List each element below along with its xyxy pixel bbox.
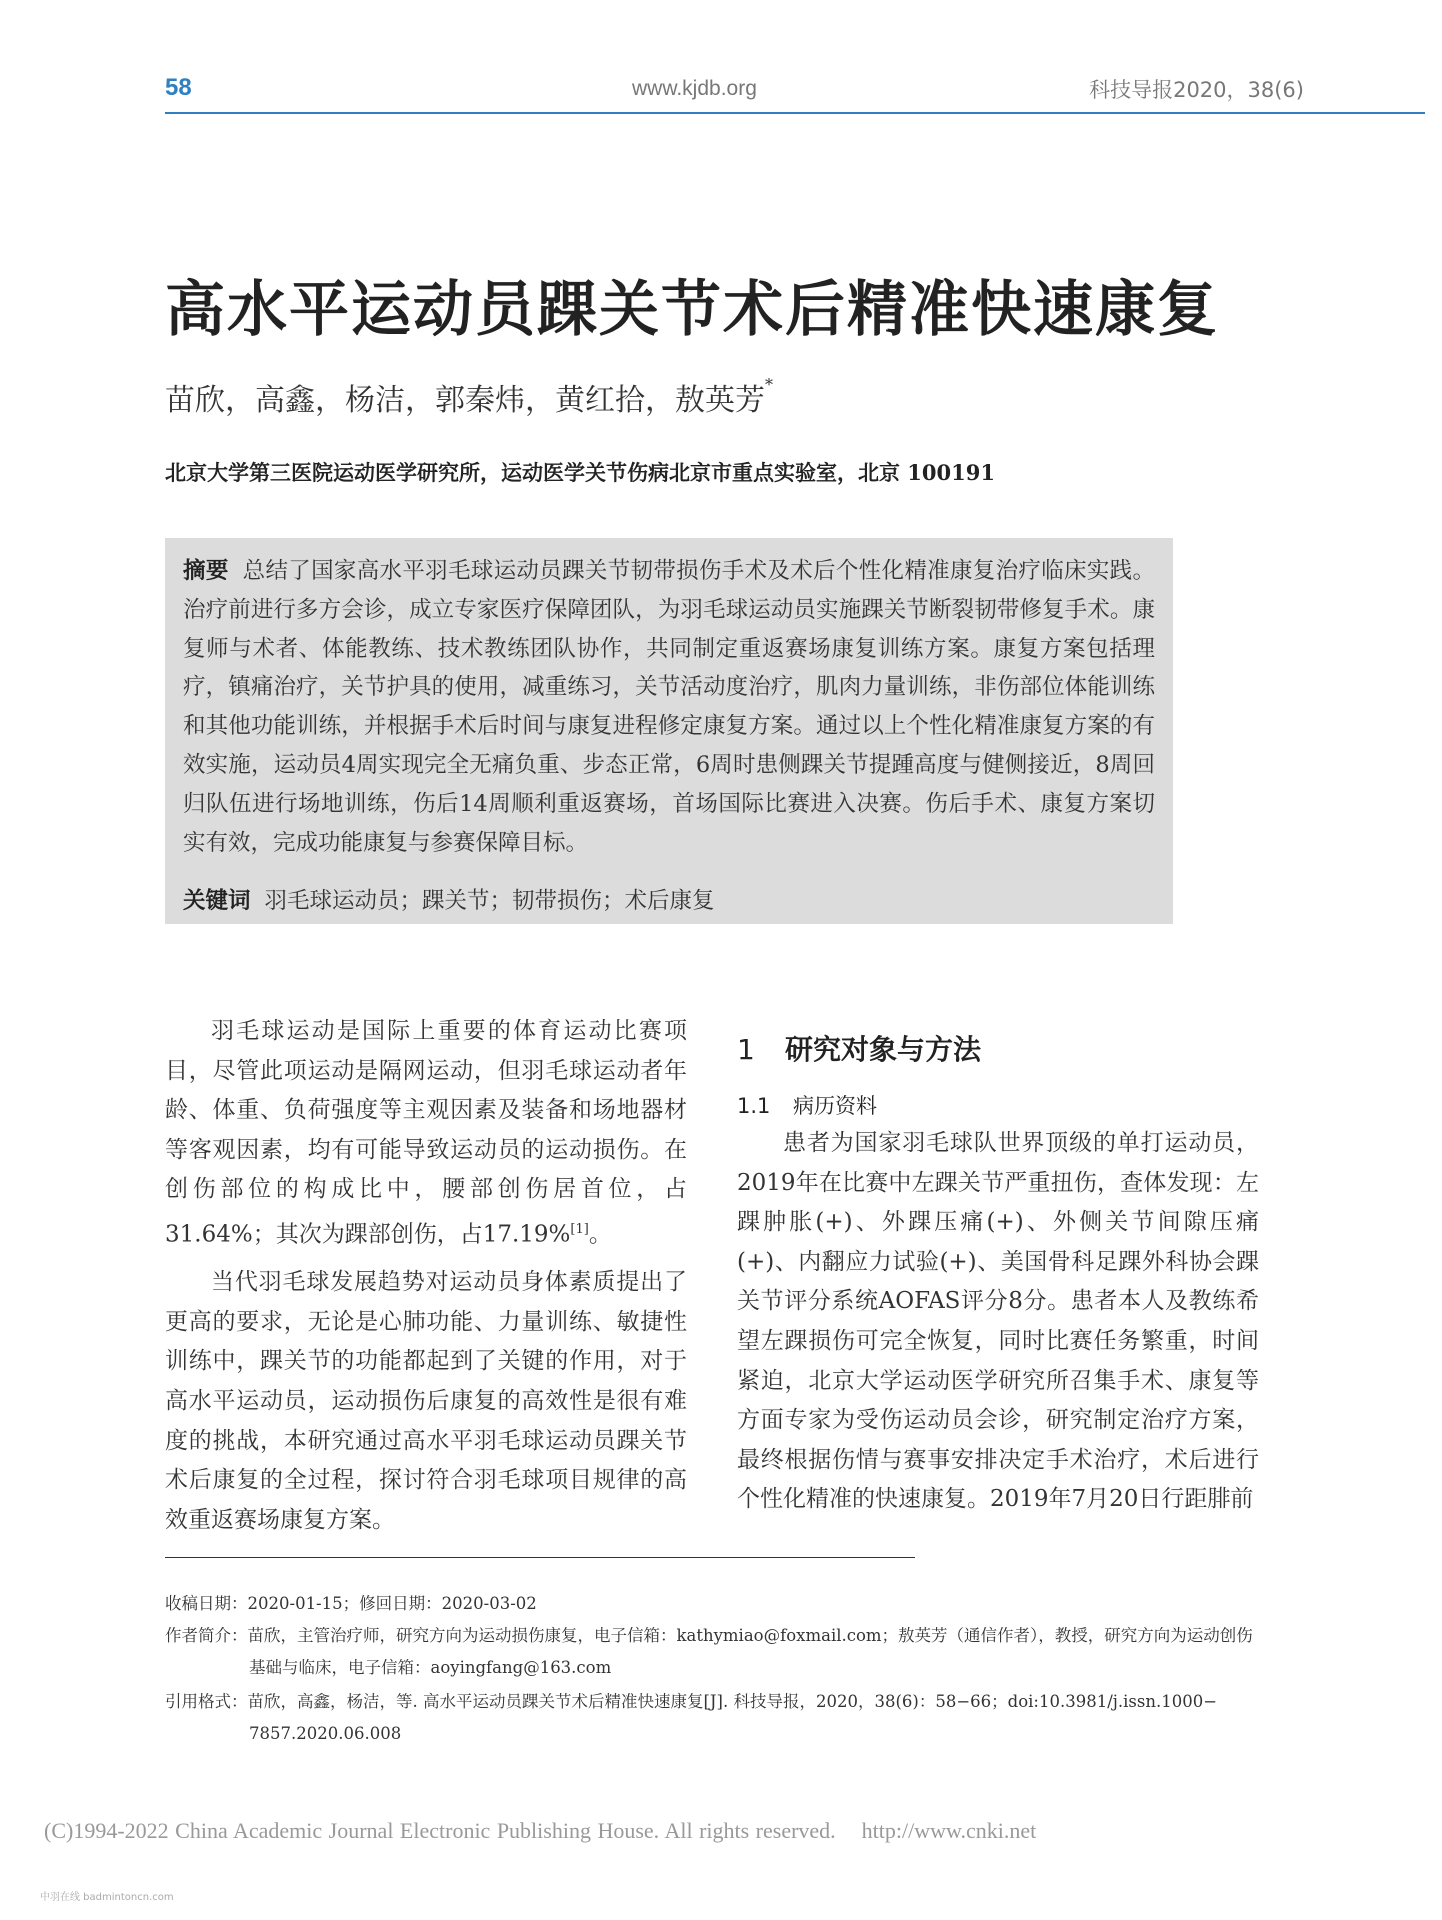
footnote-received: 收稿日期：2020-01-15；修回日期：2020-03-02 bbox=[165, 1594, 537, 1613]
footnote-rule bbox=[165, 1557, 915, 1558]
footnote-citation-line2: 7857.2020.06.008 bbox=[249, 1724, 402, 1743]
intro-paragraph-1 bbox=[165, 1012, 687, 1255]
reference-mark: [1] bbox=[570, 1221, 589, 1237]
intro-paragraph-1-end: 。 bbox=[588, 1221, 612, 1248]
author-list bbox=[165, 375, 773, 419]
footnote-author-intro-line2: 基础与临床，电子信箱：aoyingfang@163.com bbox=[249, 1658, 612, 1677]
subsection-number: 1.1 bbox=[737, 1094, 771, 1118]
body-right-column bbox=[737, 1124, 1259, 1520]
journal-issue: 科技导报2020，38(6) bbox=[1089, 78, 1304, 102]
body-left-column bbox=[165, 1012, 687, 1540]
corresponding-mark: * bbox=[765, 375, 773, 394]
copyright-notice: (C)1994-2022 China Academic Journal Electronic Publishing House. All rights reserved. http://www.cnki.net bbox=[44, 1818, 1037, 1843]
case-paragraph: 患者为国家羽毛球队世界顶级的单打运动员，2019年在比赛中左踝关节严重扭伤，查体发现：左踝肿胀(+)、外踝压痛(+)、外侧关节间隙压痛(+)、内翻应力试验(+)、美国骨科足踝外科协会踝关节评分系统AOFAS评分8分。患者本人及教练希望左踝损伤可完全恢复，同时比赛任务繁重，时间紧迫，北京大学运动医学研究所召集手术、康复等方面专家为受伤运动员会诊，研究制定治疗方案，最终根据伤情与赛事安排决定手术治疗，术后进行个性化精准的快速康复。2019年7月20日行距腓前 bbox=[737, 1130, 1259, 1513]
abstract-box bbox=[165, 538, 1173, 924]
intro-paragraph-1-text: 羽毛球运动是国际上重要的体育运动比赛项目，尽管此项运动是隔网运动，但羽毛球运动者年龄、体重、负荷强度等主观因素及装备和场地器材等客观因素，均有可能导致运动员的运动损伤。在创伤部位的构成比中，腰部创伤居首位，占31.64%；其次为踝部创伤，占17.19% bbox=[165, 1018, 687, 1248]
footnote-author-intro-line1: 作者简介：苗欣，主管治疗师，研究方向为运动损伤康复，电子信箱：kathymiao@foxmail.com；敖英芳（通信作者），教授，研究方向为运动创伤 bbox=[165, 1626, 1253, 1645]
page-number: 58 bbox=[165, 74, 192, 101]
header-rule bbox=[165, 112, 1425, 114]
footnote-citation bbox=[165, 1686, 1275, 1750]
keywords-label: 关键词 bbox=[183, 888, 251, 914]
intro-paragraph-2: 当代羽毛球发展趋势对运动员身体素质提出了更高的要求，无论是心肺功能、力量训练、敏捷性训练中，踝关节的功能都起到了关键的作用，对于高水平运动员，运动损伤后康复的高效性是很有难度的挑战，本研究通过高水平羽毛球运动员踝关节术后康复的全过程，探讨符合羽毛球项目规律的高效重返赛场康复方案。 bbox=[165, 1269, 687, 1533]
abstract-paragraph bbox=[183, 552, 1155, 862]
keywords-line bbox=[183, 882, 715, 920]
abstract-text: 总结了国家高水平羽毛球运动员踝关节韧带损伤手术及术后个性化精准康复治疗临床实践。治疗前进行多方会诊，成立专家医疗保障团队，为羽毛球运动员实施踝关节断裂韧带修复手术。康复师与术者、体能教练、技术教练团队协作，共同制定重返赛场康复训练方案。康复方案包括理疗，镇痛治疗，关节护具的使用，减重练习，关节活动度治疗，肌肉力量训练，非伤部位体能训练和其他功能训练，并根据手术后时间与康复进程修定康复方案。通过以上个性化精准康复方案的有效实施，运动员4周实现完全无痛负重、步态正常，6周时患侧踝关节提踵高度与健侧接近，8周回归队伍进行场地训练，伤后14周顺利重返赛场，首场国际比赛进入决赛。伤后手术、康复方案切实有效，完成功能康复与参赛保障目标。 bbox=[183, 558, 1155, 856]
abstract-label: 摘要 bbox=[183, 558, 229, 584]
keywords-text: 羽毛球运动员；踝关节；韧带损伤；术后康复 bbox=[264, 888, 715, 914]
section-number: 1 bbox=[737, 1033, 755, 1066]
subsection-title: 病历资料 bbox=[793, 1094, 877, 1118]
site-watermark: 中羽在线 badmintoncn.com bbox=[40, 1892, 174, 1903]
article-title: 高水平运动员踝关节术后精准快速康复 bbox=[165, 275, 1219, 345]
section-heading bbox=[737, 1028, 981, 1068]
subsection-heading bbox=[737, 1090, 877, 1120]
journal-website: www.kjdb.org bbox=[632, 77, 757, 100]
footnote-author-intro bbox=[165, 1620, 1275, 1684]
footnote-citation-line1: 引用格式：苗欣，高鑫，杨洁，等. 高水平运动员踝关节术后精准快速康复[J]. 科技导报，2020，38(6)：58−66；doi:10.3981/j.issn.1000− bbox=[165, 1692, 1218, 1711]
authors-text: 苗欣，高鑫，杨洁，郭秦炜，黄红拾，敖英芳 bbox=[165, 383, 765, 418]
section-title: 研究对象与方法 bbox=[785, 1033, 982, 1066]
affiliation: 北京大学第三医院运动医学研究所，运动医学关节伤病北京市重点实验室，北京 100191 bbox=[165, 460, 995, 485]
